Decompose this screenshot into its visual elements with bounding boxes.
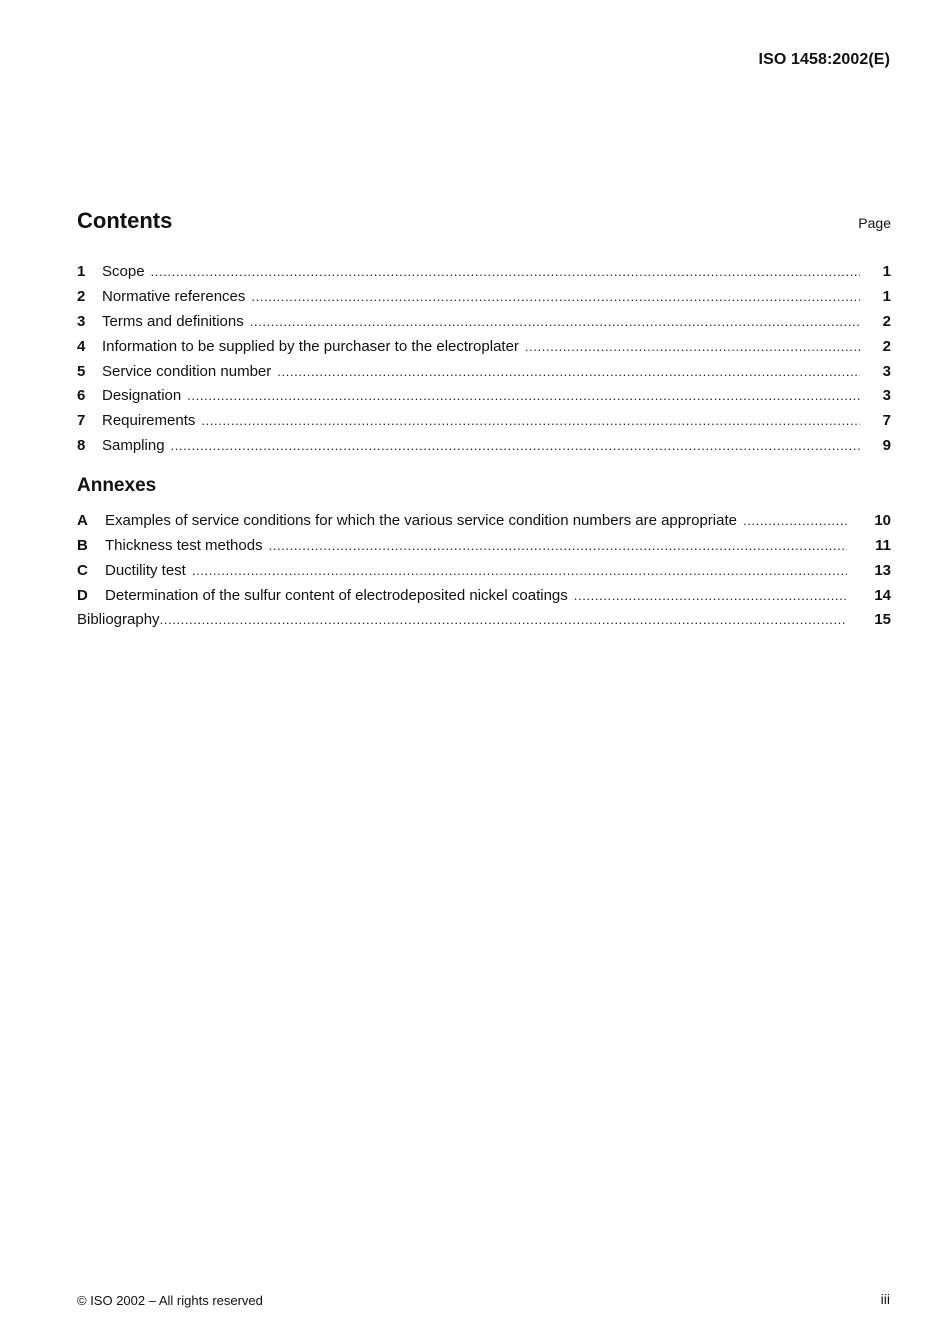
annex-entry-page: 14 bbox=[874, 586, 891, 604]
toc-entry[interactable] bbox=[77, 312, 891, 337]
dot-leader bbox=[187, 386, 860, 406]
toc-entry-title: Terms and definitions bbox=[102, 312, 244, 330]
toc-entry-title: Requirements bbox=[102, 412, 196, 430]
annex-entry-title: Ductility test bbox=[105, 561, 186, 579]
contents-title: Contents bbox=[77, 208, 173, 233]
annex-entry[interactable] bbox=[77, 536, 891, 561]
annex-entry-page: 13 bbox=[874, 561, 891, 579]
toc-entry-title: Service condition number bbox=[102, 362, 272, 380]
toc-annexes bbox=[77, 511, 891, 611]
dot-leader bbox=[277, 362, 860, 382]
annex-entry-letter: A bbox=[77, 512, 88, 529]
toc-entry[interactable] bbox=[77, 287, 891, 312]
annex-entry-letter: D bbox=[77, 586, 88, 604]
dot-leader bbox=[192, 561, 847, 581]
toc-entry[interactable] bbox=[77, 262, 891, 287]
bibliography-page: 15 bbox=[874, 611, 891, 628]
toc-entry-number: 2 bbox=[77, 287, 86, 305]
toc-entry-page: 2 bbox=[882, 312, 891, 330]
toc-entry-number: 8 bbox=[77, 437, 86, 455]
toc-entry-title: Information to be supplied by the purchaser to the electroplater bbox=[102, 337, 519, 355]
annex-entry-title: Examples of service conditions for which the various service condition numbers are appropriate bbox=[105, 512, 737, 529]
toc-entry-title: Designation bbox=[102, 387, 182, 405]
toc-entry[interactable] bbox=[77, 436, 891, 461]
dot-leader bbox=[250, 312, 860, 332]
annexes-title: Annexes bbox=[77, 475, 157, 496]
toc-entry-page: 2 bbox=[882, 337, 891, 355]
contents-header bbox=[77, 208, 891, 234]
page-number: iii bbox=[880, 1291, 890, 1307]
dot-leader bbox=[251, 287, 860, 307]
dot-leader bbox=[574, 586, 847, 606]
toc-entry-number: 3 bbox=[77, 312, 86, 330]
dot-leader bbox=[171, 436, 860, 456]
toc-entry-number: 5 bbox=[77, 362, 86, 380]
toc-entry-number: 7 bbox=[77, 412, 86, 430]
dot-leader bbox=[743, 511, 847, 531]
annex-entry[interactable] bbox=[77, 511, 891, 536]
bibliography-title: Bibliography bbox=[77, 611, 160, 628]
toc-entry-page: 9 bbox=[882, 437, 891, 455]
toc-entry-page: 1 bbox=[882, 263, 891, 280]
toc-entry-number: 1 bbox=[77, 263, 86, 280]
toc-entry[interactable] bbox=[77, 337, 891, 362]
toc-entry-title: Sampling bbox=[102, 437, 165, 455]
annex-entry[interactable] bbox=[77, 561, 891, 586]
toc-entry-page: 3 bbox=[882, 362, 891, 380]
dot-leader bbox=[160, 610, 847, 630]
annex-entry-page: 10 bbox=[874, 512, 891, 529]
annex-entry-title: Determination of the sulfur content of electrodeposited nickel coatings bbox=[105, 586, 568, 604]
annex-entry-title: Thickness test methods bbox=[105, 536, 263, 554]
bibliography-entry[interactable] bbox=[77, 610, 891, 635]
annex-entry-page: 11 bbox=[875, 536, 891, 554]
document-id: ISO 1458:2002(E) bbox=[758, 51, 890, 68]
bibliography-entry-wrap bbox=[77, 610, 891, 635]
toc-entry[interactable] bbox=[77, 411, 891, 436]
dot-leader bbox=[525, 337, 860, 357]
annex-entry-letter: C bbox=[77, 561, 88, 579]
dot-leader bbox=[151, 262, 860, 282]
page-column-label: Page bbox=[858, 215, 891, 231]
toc-entry-title: Scope bbox=[102, 263, 145, 280]
toc-entry-number: 4 bbox=[77, 337, 86, 355]
toc-entry-page: 1 bbox=[882, 287, 891, 305]
copyright-notice: © ISO 2002 – All rights reserved bbox=[77, 1293, 263, 1308]
toc-entry[interactable] bbox=[77, 386, 891, 411]
dot-leader bbox=[201, 411, 860, 431]
annex-entry[interactable] bbox=[77, 586, 891, 611]
toc-entry-number: 6 bbox=[77, 387, 86, 405]
annex-entry-letter: B bbox=[77, 536, 88, 554]
toc-entry-page: 3 bbox=[882, 387, 891, 405]
toc-clauses bbox=[77, 262, 891, 461]
toc-entry[interactable] bbox=[77, 362, 891, 387]
toc-entry-page: 7 bbox=[882, 412, 891, 430]
toc-entry-title: Normative references bbox=[102, 287, 246, 305]
dot-leader bbox=[269, 536, 847, 556]
